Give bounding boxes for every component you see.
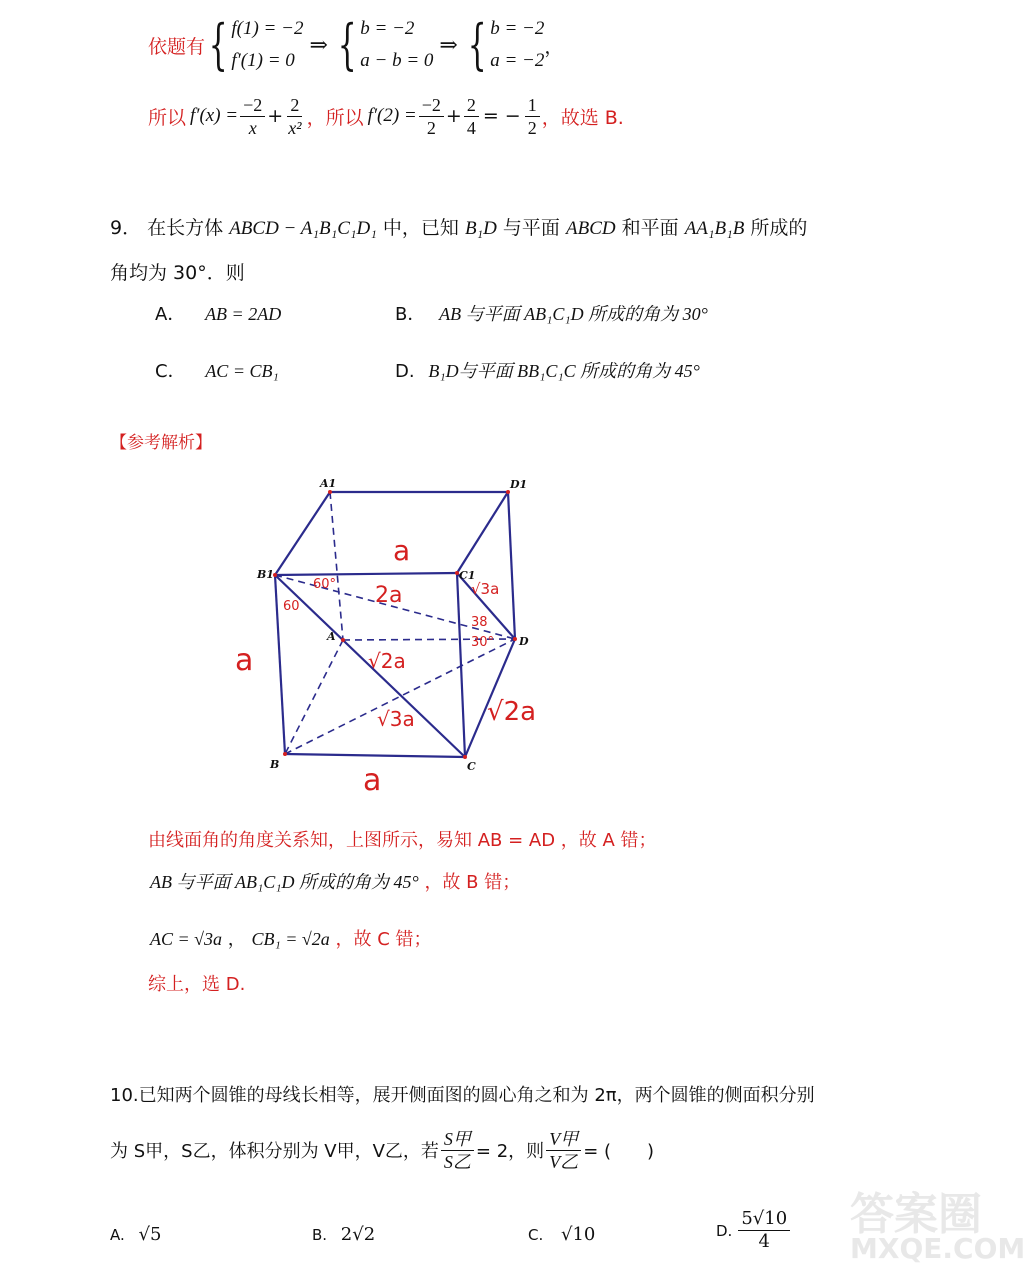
- system-1-row-2: f′(1) = 0: [231, 50, 295, 71]
- question9-text-c: 与平面: [502, 217, 560, 239]
- question10-line1: 10.已知两个圆锥的母线长相等，展开侧面图的圆心角之和为 2π，两个圆锥的侧面积分别: [110, 1085, 815, 1106]
- system-1-row-1: f(1) = −2: [231, 18, 304, 39]
- edge-c1-c: [457, 573, 465, 757]
- system-2-row-1: b = −2: [360, 18, 415, 39]
- fraction-3: $\frac{-2}{2}$: [419, 94, 444, 139]
- question10-option-a[interactable]: [110, 1224, 161, 1245]
- label-d: D: [519, 635, 529, 648]
- option-label: A．: [155, 304, 186, 325]
- equals-negative: = −: [482, 105, 521, 127]
- watermark-logo: 答案圈: [850, 1189, 982, 1240]
- question9-plane-aa1b1b: AA₁B₁B: [684, 218, 745, 239]
- question10-line2: [110, 1122, 654, 1178]
- note-left-edge: a: [235, 643, 254, 678]
- analysis-line3: [150, 925, 432, 951]
- question9-text-a: 在长方体: [147, 217, 224, 239]
- analysis-line3-suffix: ，故 C 错；: [335, 929, 432, 950]
- question9-option-a[interactable]: [155, 300, 281, 326]
- ratio-s: $\frac{\text{S甲}}{\text{S乙}}$: [441, 1128, 474, 1173]
- system-3-row-1: b = −2: [490, 18, 545, 39]
- solution8-line1: [148, 10, 563, 80]
- question10-line2-b: = 2，则: [475, 1141, 545, 1162]
- analysis-line3-ac: AC = √3a: [150, 929, 223, 949]
- edge-d1-c1: [457, 492, 508, 573]
- implies-arrow-icon: ⇒: [309, 32, 328, 58]
- analysis-line3-cb1: CB₁ = √2a: [251, 929, 330, 949]
- option-label: D.: [716, 1221, 733, 1240]
- analysis-line4: 综上，选 D.: [148, 974, 246, 995]
- label-b1: B1: [257, 568, 274, 581]
- left-brace-icon: {: [208, 13, 228, 76]
- fraction-5: $\frac{1}{2}$: [525, 94, 540, 139]
- fprime-x: f′(x) =: [190, 105, 239, 126]
- question10-option-b[interactable]: [312, 1224, 375, 1245]
- question10-line2-a: 为 S甲，S乙，体积分别为 V甲，V乙，若: [110, 1141, 439, 1162]
- label-b: B: [270, 758, 280, 771]
- system-3: [490, 13, 544, 77]
- note-angle-38: 38: [471, 615, 488, 630]
- option-text: AB = 2AD: [205, 304, 282, 324]
- note-angle-60-left: 60: [283, 599, 300, 614]
- analysis-line2-suffix: ，故 B 错；: [424, 872, 521, 893]
- edge-a1-b1: [275, 492, 330, 575]
- label-c1: C1: [459, 569, 476, 582]
- left-brace-icon: {: [337, 13, 357, 76]
- note-angle-60-top: 60°: [313, 577, 337, 592]
- left-brace-icon: {: [467, 13, 487, 76]
- note-bd-diag: √3a: [377, 707, 415, 731]
- system-3-row-2: a = −2: [490, 50, 545, 71]
- note-angle-30: 30°: [471, 635, 495, 650]
- edge-a-b: [285, 640, 343, 754]
- note-right-edge: √2a: [487, 697, 537, 727]
- watermark-site: MXQE.COM: [850, 1232, 1026, 1265]
- question9-number: 9．: [110, 217, 142, 239]
- note-ad-diag: √2a: [368, 649, 406, 673]
- note-diag-2a: 2a: [375, 583, 403, 608]
- option-d-fraction: $\frac{5√10}{4}$: [738, 1208, 790, 1253]
- question10-option-d[interactable]: [716, 1208, 792, 1253]
- analysis-line1: 由线面角的角度关系知，上图所示，易知 AB = AD ，故 A 错；: [148, 830, 657, 851]
- solution8-mid-text: ，所以: [306, 106, 364, 129]
- question9-option-b[interactable]: [395, 300, 708, 326]
- option-text: 2√2: [340, 1224, 376, 1245]
- system-2: [360, 13, 433, 77]
- label-c: C: [467, 760, 476, 773]
- ratio-v: $\frac{\text{V甲}}{\text{V乙}}$: [546, 1128, 581, 1173]
- fraction-4: $\frac{2}{4}$: [464, 94, 479, 139]
- fraction-2: $\frac{2}{\text{x²}}$: [288, 94, 302, 138]
- edge-b-c: [285, 754, 465, 757]
- note-top-edge: a: [393, 534, 411, 567]
- plus-sign: +: [267, 105, 284, 127]
- question9-line1: [110, 213, 807, 240]
- implies-arrow-icon: ⇒: [439, 32, 458, 58]
- solution8-line2-suffix: ，故选 B.: [541, 106, 624, 129]
- question9-text-d: 和平面: [621, 217, 679, 239]
- question9-line2: 角均为 30°．则: [110, 262, 245, 284]
- question9-plane-abcd: ABCD: [565, 218, 616, 239]
- option-label: C．: [155, 361, 186, 382]
- question9-option-c[interactable]: [155, 357, 279, 383]
- question9-line-b1d: B₁D: [464, 218, 497, 239]
- label-a: A: [327, 630, 336, 643]
- option-text: √5: [138, 1224, 162, 1245]
- note-c1-edge: √3a: [471, 580, 500, 598]
- option-label: D.: [395, 361, 415, 382]
- analysis-heading: 【参考解析】: [110, 433, 212, 453]
- fraction-1: $\frac{-2}{x}$: [240, 94, 265, 139]
- solution8-line2: [148, 88, 624, 144]
- edge-a1-a: [330, 492, 343, 640]
- cuboid-figure: [225, 470, 585, 800]
- label-d1: D1: [510, 478, 528, 491]
- solution8-line2-prefix: 所以: [148, 106, 187, 129]
- separator: ，: [227, 929, 246, 950]
- analysis-line2-math: AB 与平面 AB₁C₁D 所成的角为 45°: [150, 872, 419, 892]
- option-text: B₁D与平面 BB₁C₁C 所成的角为 45°: [428, 361, 700, 381]
- analysis-line2: [150, 868, 520, 894]
- question9-option-d[interactable]: [395, 357, 700, 383]
- system-2-row-2: a − b = 0: [360, 50, 434, 71]
- option-text: AC = CB₁: [205, 361, 279, 381]
- system-1: [231, 13, 303, 77]
- note-bottom-edge: a: [363, 763, 382, 798]
- question9-text-b: 中，已知: [382, 217, 459, 239]
- question9-solid: ABCD − A₁B₁C₁D₁: [229, 218, 377, 239]
- option-label: A.: [110, 1226, 125, 1244]
- edge-d1-d: [508, 492, 515, 639]
- solution8-prefix: 依题有: [148, 35, 206, 58]
- option-label: B.: [312, 1226, 328, 1244]
- fprime-2: f′(2) =: [367, 105, 417, 126]
- option-label: C.: [528, 1226, 544, 1244]
- plus-sign: +: [445, 105, 462, 127]
- edge-b1-c1: [275, 573, 457, 575]
- option-text: AB 与平面 AB₁C₁D 所成的角为 30°: [439, 304, 708, 324]
- question9-text-e: 所成的: [750, 217, 808, 239]
- question10-option-c[interactable]: [528, 1224, 595, 1245]
- question10-line2-c: = ( ): [583, 1141, 655, 1162]
- label-a1: A1: [320, 477, 337, 490]
- option-text: √10: [560, 1224, 596, 1245]
- comma: ，: [544, 35, 564, 58]
- option-label: B．: [395, 304, 426, 325]
